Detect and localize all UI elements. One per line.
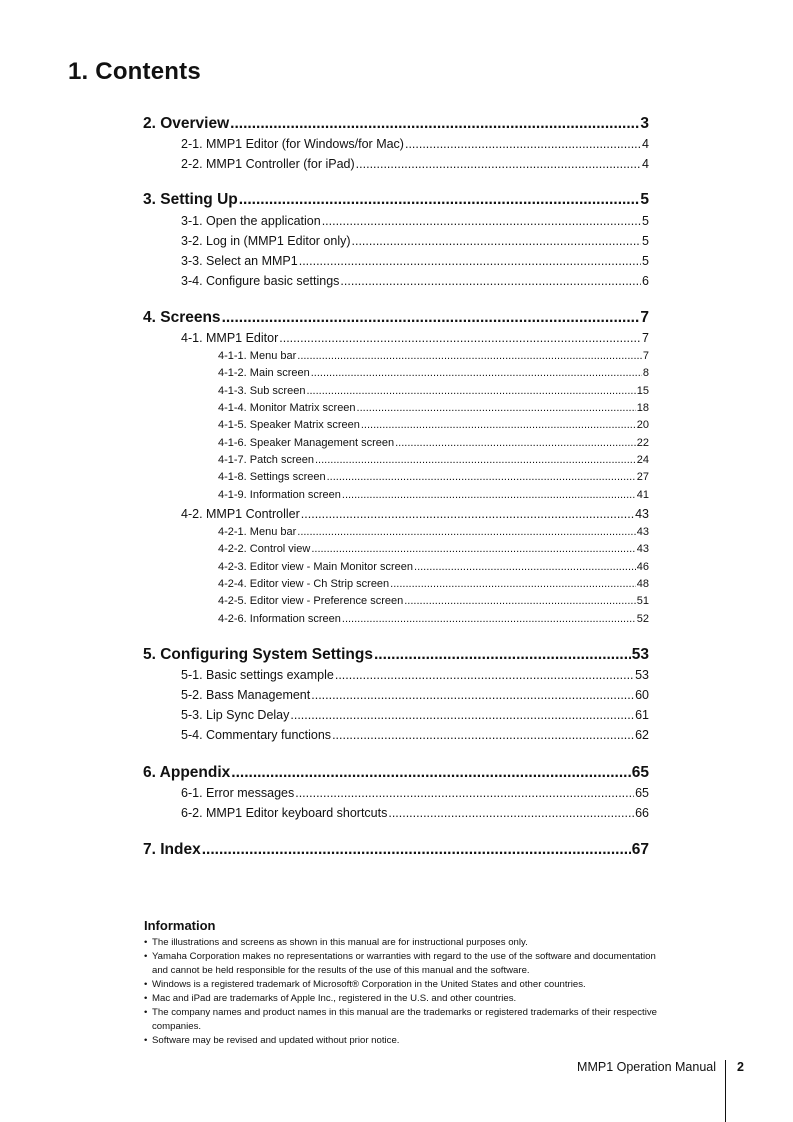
- toc-entry[interactable]: [181, 707, 649, 724]
- toc-entry-label: 4-1-8. Settings screen: [218, 471, 326, 483]
- toc-entry[interactable]: [143, 308, 649, 328]
- toc-entry[interactable]: [218, 418, 649, 433]
- toc-entry[interactable]: [218, 470, 649, 485]
- toc-entry-page: 15: [636, 385, 649, 397]
- toc-entry-page: 53: [631, 646, 649, 663]
- toc-entry-page: 51: [636, 595, 649, 607]
- toc-dot-leader: [390, 577, 636, 592]
- toc-entry-label: 4-1-5. Speaker Matrix screen: [218, 419, 360, 431]
- toc-entry[interactable]: [218, 436, 649, 451]
- toc-entry-page: 5: [642, 254, 649, 268]
- toc-dot-leader: [322, 213, 641, 230]
- toc-entry-page: 61: [635, 708, 649, 722]
- toc-entry-page: 20: [636, 419, 649, 431]
- toc-entry-page: 43: [636, 526, 649, 538]
- toc-entry-page: 43: [635, 507, 649, 521]
- toc-entry[interactable]: [218, 488, 649, 503]
- footer-divider: [725, 1060, 726, 1122]
- toc-entry-page: 67: [631, 841, 649, 858]
- toc-dot-leader: [340, 273, 641, 290]
- toc-dot-leader: [279, 330, 641, 347]
- toc-dot-leader: [202, 840, 631, 860]
- toc-entry-label: 4-2-6. Information screen: [218, 613, 341, 625]
- footer-page-number: 2: [737, 1060, 744, 1074]
- toc-entry-page: 5: [642, 234, 649, 248]
- toc-dot-leader: [299, 253, 641, 270]
- toc-entry-page: 52: [636, 613, 649, 625]
- toc-entry-label: 4. Screens: [143, 309, 221, 326]
- toc-entry-label: 4-2-3. Editor view - Main Monitor screen: [218, 561, 414, 573]
- toc-entry-page: 27: [636, 471, 649, 483]
- toc-entry-label: 4-1-3. Sub screen: [218, 385, 306, 397]
- footer-manual-title: MMP1 Operation Manual: [577, 1060, 716, 1074]
- toc-entry-page: 4: [642, 157, 649, 171]
- toc-dot-leader: [335, 667, 634, 684]
- toc-entry-label: 4-2-2. Control view: [218, 543, 311, 555]
- toc-entry[interactable]: [181, 253, 649, 270]
- toc-dot-leader: [239, 190, 640, 210]
- toc-entry-label: 6-2. MMP1 Editor keyboard shortcuts: [181, 806, 388, 820]
- toc-entry-label: 5-1. Basic settings example: [181, 668, 334, 682]
- toc-entry[interactable]: [218, 560, 649, 575]
- toc-entry-page: 22: [636, 437, 649, 449]
- toc-entry-page: 46: [636, 561, 649, 573]
- information-heading: Information: [144, 918, 216, 933]
- toc-entry-label: 7. Index: [143, 841, 201, 858]
- toc-entry-label: 2. Overview: [143, 115, 230, 132]
- toc-entry[interactable]: [218, 612, 649, 627]
- toc-entry[interactable]: [218, 401, 649, 416]
- toc-dot-leader: [395, 436, 636, 451]
- toc-entry-page: 3: [640, 115, 649, 132]
- toc-entry[interactable]: [181, 330, 649, 347]
- toc-dot-leader: [297, 525, 635, 540]
- toc-entry-label: 4-1-4. Monitor Matrix screen: [218, 402, 356, 414]
- toc-entry-page: 5: [640, 191, 649, 208]
- information-item: • Mac and iPad are trademarks of Apple Inc., registered in the U.S. and other countries.: [144, 992, 664, 1006]
- toc-entry[interactable]: [218, 525, 649, 540]
- toc-entry-page: 60: [635, 688, 649, 702]
- toc-dot-leader: [327, 470, 636, 485]
- toc-entry-label: 5-4. Commentary functions: [181, 728, 332, 742]
- toc-dot-leader: [374, 645, 631, 665]
- toc-entry-page: 7: [642, 331, 649, 345]
- toc-entry[interactable]: [181, 687, 649, 704]
- toc-dot-leader: [332, 727, 634, 744]
- toc-dot-leader: [361, 418, 636, 433]
- information-section: [144, 918, 664, 1048]
- toc-entry-label: 6. Appendix: [143, 764, 231, 781]
- toc-dot-leader: [404, 594, 636, 609]
- toc-dot-leader: [311, 687, 634, 704]
- toc-entry[interactable]: [143, 645, 649, 665]
- toc-entry-page: 41: [636, 489, 649, 501]
- toc-entry-page: 62: [635, 728, 649, 742]
- toc-entry[interactable]: [181, 785, 649, 802]
- toc-entry-page: 65: [631, 764, 649, 781]
- toc-entry[interactable]: [143, 190, 649, 210]
- toc-entry[interactable]: [218, 594, 649, 609]
- toc-entry-page: 65: [635, 786, 649, 800]
- toc-entry-page: 66: [635, 806, 649, 820]
- toc-entry-label: 4-1-9. Information screen: [218, 489, 341, 501]
- toc-entry[interactable]: [181, 273, 649, 290]
- toc-dot-leader: [388, 805, 634, 822]
- toc-entry-label: 4-1-6. Speaker Management screen: [218, 437, 395, 449]
- toc-entry[interactable]: [181, 727, 649, 744]
- information-item: • Windows is a registered trademark of Microsoft® Corporation in the United States and other countries.: [144, 978, 664, 992]
- toc-dot-leader: [301, 506, 634, 523]
- toc-entry[interactable]: [218, 577, 649, 592]
- toc-entry-label: 5-2. Bass Management: [181, 688, 311, 702]
- toc-entry-label: 3-4. Configure basic settings: [181, 274, 340, 288]
- toc-entry-label: 4-1-7. Patch screen: [218, 454, 314, 466]
- toc-entry[interactable]: [218, 542, 649, 557]
- page-title: 1. Contents: [68, 58, 201, 85]
- toc-dot-leader: [356, 156, 641, 173]
- information-list: [144, 936, 664, 1048]
- toc-dot-leader: [342, 612, 636, 627]
- toc-entry-page: 43: [636, 543, 649, 555]
- toc-entry[interactable]: [181, 156, 649, 173]
- toc-entry-label: 4-1-1. Menu bar: [218, 350, 297, 362]
- toc-entry[interactable]: [181, 213, 649, 230]
- toc-dot-leader: [311, 366, 642, 381]
- toc-entry-page: 24: [636, 454, 649, 466]
- toc-entry-page: 5: [642, 214, 649, 228]
- toc-dot-leader: [357, 401, 636, 416]
- toc-entry[interactable]: [143, 840, 649, 860]
- toc-dot-leader: [295, 785, 634, 802]
- toc-dot-leader: [352, 233, 642, 250]
- toc-entry-label: 2-1. MMP1 Editor (for Windows/for Mac): [181, 137, 404, 151]
- toc-entry-label: 4-2-4. Editor view - Ch Strip screen: [218, 578, 390, 590]
- toc-entry[interactable]: [218, 366, 649, 381]
- toc-entry-page: 4: [642, 137, 649, 151]
- toc-dot-leader: [405, 136, 641, 153]
- toc-dot-leader: [315, 453, 636, 468]
- toc-dot-leader: [311, 542, 635, 557]
- toc-entry-label: 5. Configuring System Settings: [143, 646, 373, 663]
- toc-entry[interactable]: [218, 349, 649, 364]
- toc-entry-label: 3-3. Select an MMP1: [181, 254, 298, 268]
- toc-entry-page: 48: [636, 578, 649, 590]
- toc-entry-page: 8: [642, 367, 649, 379]
- toc-entry-page: 7: [640, 309, 649, 326]
- toc-entry-label: 4-1. MMP1 Editor: [181, 331, 279, 345]
- toc-entry-label: 4-2-5. Editor view - Preference screen: [218, 595, 404, 607]
- toc-entry[interactable]: [181, 506, 649, 523]
- toc-dot-leader: [230, 114, 639, 134]
- toc-entry[interactable]: [218, 453, 649, 468]
- toc-dot-leader: [306, 384, 635, 399]
- toc-entry[interactable]: [181, 136, 649, 153]
- information-item: • Software may be revised and updated without prior notice.: [144, 1034, 664, 1048]
- toc-dot-leader: [414, 560, 636, 575]
- toc-entry-label: 6-1. Error messages: [181, 786, 295, 800]
- toc-dot-leader: [222, 308, 640, 328]
- information-item: • Yamaha Corporation makes no representations or warranties with regard to the use of the software and documentation and cannot be held responsible for the results of the use of this manual and the software.: [144, 950, 664, 978]
- toc-dot-leader: [297, 349, 642, 364]
- toc-entry-page: 7: [642, 350, 649, 362]
- toc-entry-label: 4-2. MMP1 Controller: [181, 507, 300, 521]
- toc-entry-label: 3-2. Log in (MMP1 Editor only): [181, 234, 351, 248]
- toc-dot-leader: [290, 707, 634, 724]
- toc-entry-page: 18: [636, 402, 649, 414]
- toc-entry-label: 4-1-2. Main screen: [218, 367, 310, 379]
- toc-entry-label: 5-3. Lip Sync Delay: [181, 708, 290, 722]
- toc-entry[interactable]: [181, 233, 649, 250]
- toc-entry-page: 6: [642, 274, 649, 288]
- information-item: • The illustrations and screens as shown in this manual are for instructional purposes only.: [144, 936, 664, 950]
- toc-entry-label: 2-2. MMP1 Controller (for iPad): [181, 157, 355, 171]
- toc-entry[interactable]: [181, 667, 649, 684]
- toc-entry-label: 4-2-1. Menu bar: [218, 526, 297, 538]
- toc-dot-leader: [231, 763, 630, 783]
- toc-entry-label: 3-1. Open the application: [181, 214, 321, 228]
- toc-entry[interactable]: [181, 805, 649, 822]
- toc-entry-page: 53: [635, 668, 649, 682]
- toc-entry[interactable]: [218, 384, 649, 399]
- toc-dot-leader: [342, 488, 636, 503]
- information-item: • The company names and product names in this manual are the trademarks or registered trademarks of their respective companies.: [144, 1006, 664, 1034]
- toc-entry[interactable]: [143, 763, 649, 783]
- toc-entry-label: 3. Setting Up: [143, 191, 238, 208]
- toc-entry[interactable]: [143, 114, 649, 134]
